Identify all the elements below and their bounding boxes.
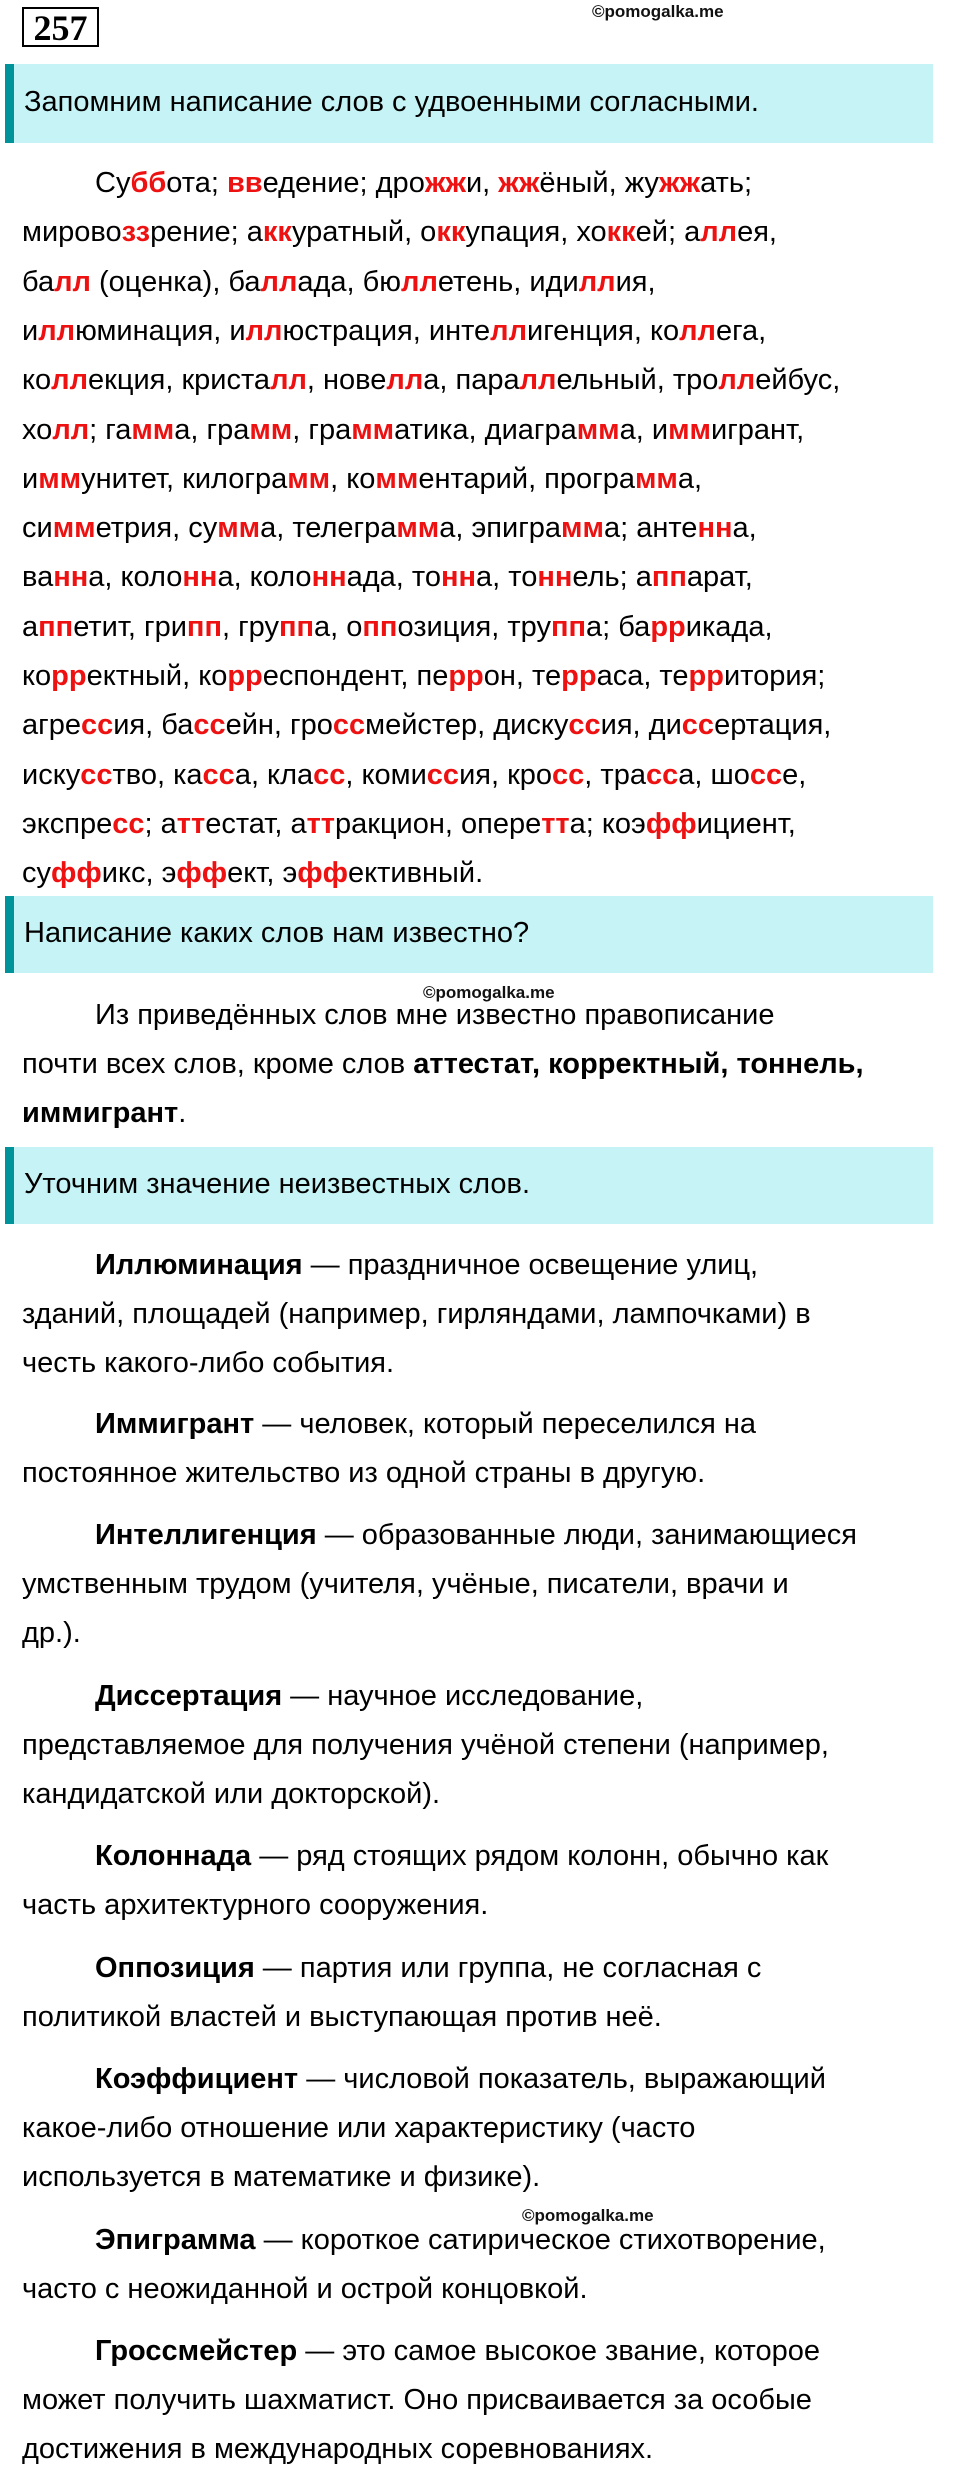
watermark: ©pomogalka.me — [423, 983, 555, 1002]
highlighted-double-consonant: рр — [227, 660, 263, 692]
text-line — [95, 1248, 758, 1282]
text-line — [22, 1567, 789, 1601]
highlighted-double-consonant: жж — [424, 167, 466, 199]
text-segment: ельный, тро — [556, 364, 719, 397]
text-segment: ада, то — [346, 561, 441, 594]
text-segment: а, шо — [678, 758, 750, 791]
section-header-remember — [5, 64, 933, 143]
highlighted-double-consonant: кк — [606, 216, 636, 249]
text-segment: уратный, о — [291, 216, 437, 249]
text-segment: а, гра — [174, 413, 250, 446]
highlighted-double-consonant: тт — [176, 807, 206, 840]
text-segment: иску — [22, 758, 81, 791]
highlighted-double-consonant: сс — [80, 709, 114, 742]
text-line — [95, 998, 775, 1032]
highlighted-double-consonant: лл — [578, 265, 616, 298]
highlighted-double-consonant: мм — [131, 413, 175, 446]
highlighted-double-consonant: мм — [375, 462, 419, 495]
text-segment: а, и — [619, 413, 669, 446]
text-segment: рение; а — [150, 216, 263, 249]
text-line — [22, 1047, 864, 1081]
text-line — [22, 2000, 662, 2034]
highlighted-double-consonant: лл — [38, 314, 76, 347]
highlighted-double-consonant: пп — [38, 610, 74, 643]
text-segment: экспре — [22, 807, 113, 840]
text-segment: ея, — [737, 216, 777, 249]
highlighted-double-consonant: зз — [121, 216, 151, 249]
text-segment: тво, ка — [112, 758, 203, 791]
highlighted-double-consonant: мм — [576, 413, 620, 446]
text-segment: а — [22, 610, 39, 643]
bold-text: аттестат, корректный, тоннель, — [413, 1048, 864, 1080]
text-line — [95, 1679, 643, 1713]
text-line — [22, 314, 766, 348]
highlighted-double-consonant: фф — [297, 857, 348, 890]
highlighted-double-consonant: лл — [700, 216, 738, 249]
highlighted-double-consonant: пп — [550, 610, 586, 643]
highlighted-double-consonant: мм — [668, 413, 711, 446]
text-segment: екция, криста — [88, 364, 271, 397]
highlighted-double-consonant: фф — [51, 857, 102, 890]
text-segment: етень, иди — [437, 265, 579, 298]
text-segment: а, телегра — [260, 512, 397, 545]
exercise-number-box: 257 — [22, 7, 99, 47]
text-segment: ёный, жу — [539, 167, 659, 199]
text-segment: и — [22, 462, 39, 495]
text-line — [22, 560, 753, 594]
definition-text: какое-либо отношение или характеристику (часто — [22, 2112, 696, 2144]
highlighted-double-consonant: фф — [176, 857, 228, 890]
text-segment: а, кла — [234, 758, 314, 791]
highlighted-double-consonant: тт — [541, 807, 570, 840]
definition-text: используется в математике и физике). — [22, 2161, 541, 2193]
text-line — [22, 1777, 440, 1811]
definition-term: Иммигрант — [95, 1408, 255, 1440]
text-segment: ициент, — [696, 807, 796, 840]
highlighted-double-consonant: нн — [53, 561, 89, 594]
highlighted-double-consonant: нн — [441, 561, 477, 594]
definition-text: достижения в международных соревнованиях. — [22, 2433, 654, 2465]
text-segment: арат, — [686, 561, 753, 594]
text-segment: ентарий, програ — [418, 462, 635, 495]
text-segment: ель; а — [572, 561, 652, 594]
highlighted-double-consonant: лл — [260, 265, 298, 298]
highlighted-double-consonant: мм — [287, 462, 331, 495]
text-segment: а; ба — [586, 610, 651, 643]
highlighted-double-consonant: кк — [436, 216, 466, 249]
definition-term: Интеллигенция — [95, 1519, 317, 1551]
text-segment: ертация, — [714, 709, 832, 742]
text-segment: упация, хо — [465, 216, 607, 249]
highlighted-double-consonant: сс — [332, 709, 366, 742]
definition-text: представляемое для получения учёной степени (например, — [22, 1729, 829, 1761]
text-segment: ейбус, — [755, 364, 841, 397]
definition-text: — ряд стоящих рядом колонн, обычно как — [251, 1840, 829, 1872]
text-segment: си — [22, 512, 53, 545]
header-accent-bar — [5, 64, 14, 143]
text-line — [95, 1839, 828, 1873]
text-segment: а, пара — [423, 364, 520, 397]
text-line — [22, 462, 702, 496]
text-line — [22, 2383, 812, 2417]
highlighted-double-consonant: рр — [51, 660, 87, 692]
highlighted-double-consonant: сс — [193, 709, 226, 742]
header-accent-bar — [5, 896, 14, 973]
definition-text: политикой властей и выступающая против неё. — [22, 2001, 662, 2033]
text-line — [22, 659, 825, 693]
highlighted-double-consonant: рр — [561, 660, 597, 692]
highlighted-double-consonant: пп — [362, 610, 398, 643]
definition-text: постоянное жительство из одной страны в другую. — [22, 1457, 706, 1489]
text-line — [22, 1346, 394, 1380]
text-segment: а; анте — [603, 512, 698, 545]
definition-term: Иллюминация — [95, 1249, 303, 1281]
definition-text: — научное исследование, — [282, 1680, 644, 1712]
highlighted-double-consonant: сс — [749, 758, 783, 791]
text-segment: ия, ба — [113, 709, 194, 742]
text-segment: ей; а — [635, 216, 701, 249]
text-segment: и, — [465, 167, 499, 199]
definition-text: — партия или группа, не согласная с — [254, 1952, 762, 1984]
text-line — [22, 610, 773, 644]
text-line — [22, 807, 796, 841]
text-line — [22, 363, 840, 397]
text-line — [22, 511, 757, 545]
definition-text: честь какого-либо события. — [22, 1347, 395, 1379]
text-line — [22, 1728, 829, 1762]
highlighted-double-consonant: пп — [278, 610, 315, 643]
text-segment: ейн, гро — [225, 709, 333, 742]
highlighted-double-consonant: сс — [681, 709, 715, 742]
highlighted-double-consonant: мм — [38, 462, 82, 495]
highlighted-double-consonant: жж — [498, 167, 540, 199]
highlighted-double-consonant: лл — [401, 265, 438, 298]
section-header-meanings — [5, 1147, 933, 1224]
definition-term: Эпиграмма — [95, 2224, 256, 2256]
text-segment: ать; — [700, 167, 753, 199]
text-segment: агре — [22, 709, 81, 742]
highlighted-double-consonant: сс — [202, 758, 235, 791]
highlighted-double-consonant: лл — [245, 314, 283, 347]
text-segment: ота; — [166, 167, 227, 199]
text-segment: , коми — [345, 758, 427, 791]
text-line — [22, 1297, 811, 1331]
definition-text: — это самое высокое звание, которое — [297, 2335, 820, 2367]
highlighted-double-consonant: мм — [561, 512, 604, 545]
text-segment: мирово — [22, 216, 122, 249]
text-line — [22, 856, 483, 890]
text-segment: ва — [22, 561, 54, 594]
highlighted-double-consonant: лл — [270, 364, 307, 397]
highlighted-double-consonant: рр — [448, 660, 484, 692]
definition-text: может получить шахматист. Оно присваивается за особые — [22, 2384, 812, 2416]
text-line — [22, 265, 656, 299]
highlighted-double-consonant: лл — [52, 413, 90, 446]
highlighted-double-consonant: рр — [688, 660, 724, 692]
highlighted-double-consonant: тт — [306, 807, 335, 840]
text-segment: а, коло — [217, 561, 312, 594]
text-segment: ; га — [89, 413, 132, 446]
text-segment: и — [22, 314, 39, 347]
text-line — [95, 2062, 826, 2096]
text-segment: а, коло — [88, 561, 183, 594]
text-line — [22, 2160, 540, 2194]
text-segment: игенция, ко — [527, 314, 680, 347]
text-segment: аса, те — [596, 660, 689, 692]
definition-text: часть архитектурного сооружения. — [22, 1889, 489, 1921]
highlighted-double-consonant: мм — [52, 512, 96, 545]
text-line — [22, 2272, 588, 2306]
highlighted-double-consonant: мм — [634, 462, 678, 495]
text-segment: Су — [95, 167, 131, 199]
highlighted-double-consonant: пп — [186, 610, 222, 643]
definition-term: Колоннада — [95, 1840, 252, 1872]
text-line — [22, 1888, 488, 1922]
text-segment: почти всех слов, кроме слов — [22, 1048, 414, 1080]
definition-term: Коэффициент — [95, 2063, 299, 2095]
watermark: ©pomogalka.me — [522, 2206, 654, 2225]
text-segment: мейстер, диску — [365, 709, 569, 742]
definition-text: — человек, который переселился на — [254, 1408, 757, 1440]
text-segment: еспондент, пе — [262, 660, 449, 692]
text-segment: а, — [677, 462, 703, 495]
watermark: ©pomogalka.me — [592, 2, 724, 21]
highlighted-double-consonant: сс — [80, 758, 113, 791]
highlighted-double-consonant: рр — [650, 610, 686, 643]
highlighted-double-consonant: лл — [54, 265, 91, 298]
text-line — [22, 708, 831, 742]
text-segment: ектный, ко — [86, 660, 228, 692]
highlighted-double-consonant: лл — [51, 364, 89, 397]
text-segment: , нове — [306, 364, 387, 397]
text-line — [22, 1096, 186, 1130]
text-segment: (оценка), ба — [90, 265, 261, 298]
highlighted-double-consonant: кк — [262, 216, 292, 249]
text-line — [95, 2334, 820, 2368]
text-line — [22, 758, 806, 792]
highlighted-double-consonant: сс — [313, 758, 346, 791]
text-segment: юминация, и — [75, 314, 246, 347]
section-header-text: Уточним значение неизвестных слов. — [24, 1168, 531, 1200]
highlighted-double-consonant: лл — [679, 314, 716, 347]
highlighted-double-consonant: сс — [112, 807, 145, 840]
highlighted-double-consonant: фф — [645, 807, 697, 840]
text-line — [22, 1456, 705, 1490]
text-line — [22, 215, 777, 249]
text-segment: едение; дро — [262, 167, 425, 199]
definition-text: кандидатской или докторской). — [22, 1778, 441, 1810]
definition-text: — образованные люди, занимающиеся — [316, 1519, 857, 1551]
text-line — [95, 1951, 761, 1985]
definition-text: — праздничное освещение улиц, — [302, 1249, 759, 1281]
definition-term: Гроссмейстер — [95, 2335, 298, 2367]
text-segment: а, — [732, 512, 757, 545]
highlighted-double-consonant: бб — [130, 167, 167, 199]
highlighted-double-consonant: мм — [351, 413, 395, 446]
text-segment: ективный. — [348, 857, 484, 890]
section-header-text: Запомним написание слов с удвоенными согласными. — [24, 86, 759, 118]
text-segment: е, — [782, 758, 807, 791]
text-segment: озиция, тру — [397, 610, 551, 643]
highlighted-double-consonant: лл — [519, 364, 557, 397]
highlighted-double-consonant: сс — [645, 758, 679, 791]
text-segment: ега, — [715, 314, 767, 347]
text-line — [95, 1518, 857, 1552]
definition-text: др.). — [22, 1617, 81, 1649]
text-segment: ия, кро — [459, 758, 553, 791]
highlighted-double-consonant: мм — [396, 512, 440, 545]
definition-text: — короткое сатирическое стихотворение, — [255, 2224, 826, 2256]
text-segment: . — [178, 1097, 187, 1129]
text-line — [22, 2111, 695, 2145]
definition-text: часто с неожиданной и острой концовкой. — [22, 2273, 588, 2305]
text-line — [22, 2432, 653, 2466]
text-segment: ект, э — [227, 857, 298, 890]
definition-text: умственным трудом (учителя, учёные, писатели, врачи и — [22, 1568, 789, 1600]
text-segment: естат, а — [205, 807, 307, 840]
text-segment: , гру — [221, 610, 279, 643]
text-segment: а, то — [476, 561, 538, 594]
text-segment: Из приведённых слов мне известно правописание — [95, 999, 775, 1031]
highlighted-double-consonant: мм — [217, 512, 261, 545]
highlighted-double-consonant: нн — [182, 561, 218, 594]
text-segment: ия, — [615, 265, 656, 298]
text-segment: он, те — [483, 660, 562, 692]
highlighted-double-consonant: лл — [490, 314, 528, 347]
text-segment: , гра — [292, 413, 352, 446]
text-segment: ба — [22, 265, 55, 298]
text-segment: ко — [22, 660, 52, 692]
text-segment: икада, — [685, 610, 773, 643]
definition-text: — числовой показатель, выражающий — [298, 2063, 826, 2095]
section-header-text: Написание каких слов нам известно? — [24, 917, 530, 949]
text-segment: юстрация, инте — [282, 314, 491, 347]
highlighted-double-consonant: нн — [697, 512, 733, 545]
highlighted-double-consonant: нн — [537, 561, 573, 594]
highlighted-double-consonant: нн — [311, 561, 347, 594]
text-segment: а, о — [314, 610, 363, 643]
text-segment: итория; — [723, 660, 826, 692]
header-accent-bar — [5, 1147, 14, 1224]
definition-term: Оппозиция — [95, 1952, 255, 1984]
text-segment: а; коэ — [569, 807, 646, 840]
text-segment: етит, гри — [73, 610, 187, 643]
text-segment: ада, бю — [297, 265, 402, 298]
text-line — [95, 166, 752, 200]
text-segment: унитет, килогра — [81, 462, 288, 495]
highlighted-double-consonant: вв — [226, 167, 263, 199]
text-segment: етрия, су — [95, 512, 218, 545]
text-segment: ия, ди — [600, 709, 682, 742]
text-line — [22, 413, 804, 447]
text-segment: икс, э — [101, 857, 177, 890]
definition-text: зданий, площадей (например, гирляндами, лампочками) в — [22, 1298, 811, 1330]
highlighted-double-consonant: пп — [651, 561, 687, 594]
highlighted-double-consonant: лл — [718, 364, 756, 397]
text-line — [22, 1616, 81, 1650]
highlighted-double-consonant: лл — [386, 364, 424, 397]
text-segment: су — [22, 857, 51, 890]
text-segment: , тра — [584, 758, 646, 791]
highlighted-double-consonant: жж — [658, 167, 701, 199]
text-segment: а, эпигра — [439, 512, 562, 545]
highlighted-double-consonant: сс — [552, 758, 585, 791]
text-segment: атика, диагра — [394, 413, 577, 446]
text-segment: игрант, — [711, 413, 805, 446]
text-line — [95, 1407, 756, 1441]
text-line — [95, 2223, 826, 2257]
section-header-known — [5, 896, 933, 973]
text-segment: , ко — [330, 462, 376, 495]
text-segment: ; а — [144, 807, 177, 840]
bold-text: иммигрант — [22, 1097, 179, 1129]
highlighted-double-consonant: мм — [249, 413, 293, 446]
text-segment: ко — [22, 364, 52, 397]
text-segment: ракцион, опере — [335, 807, 542, 840]
highlighted-double-consonant: сс — [426, 758, 460, 791]
definition-term: Диссертация — [95, 1680, 283, 1712]
text-segment: хо — [22, 413, 53, 446]
highlighted-double-consonant: сс — [568, 709, 601, 742]
